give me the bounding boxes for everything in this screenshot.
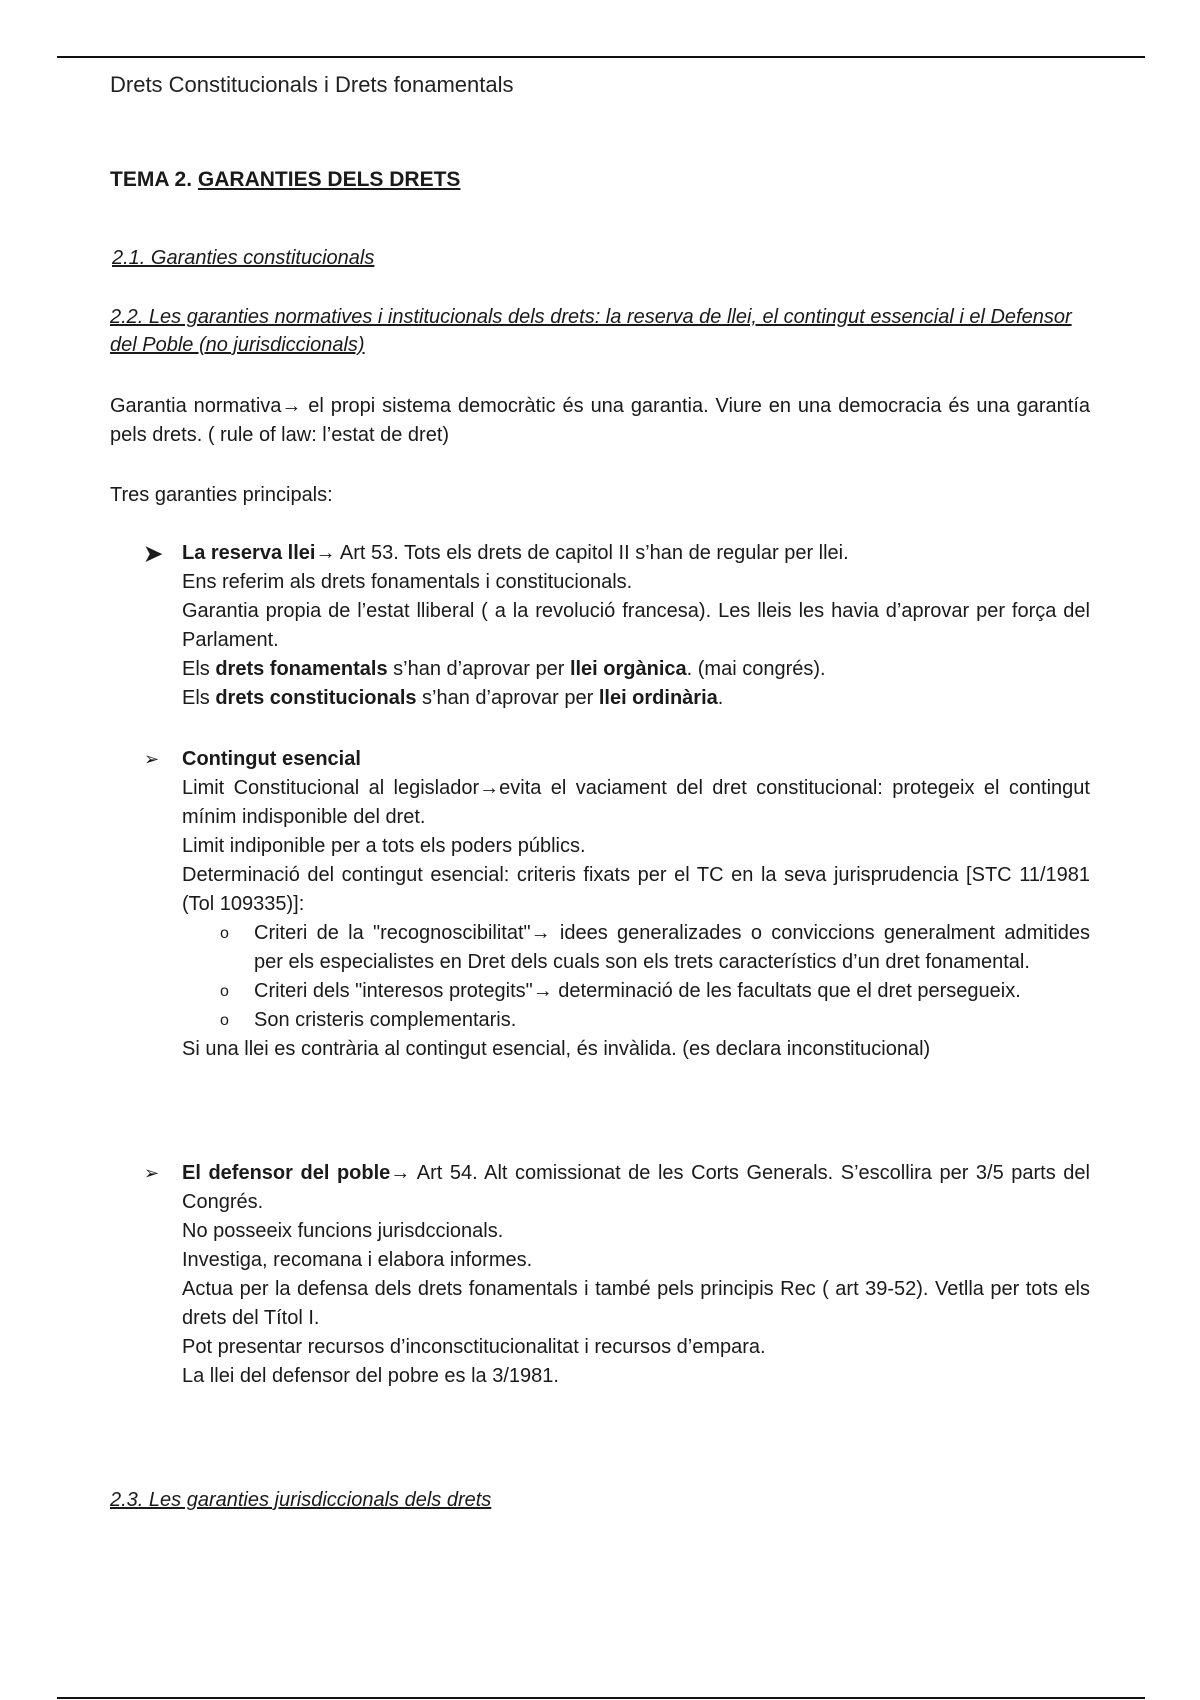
topic-main: GARANTIES DELS DRETS [197,168,461,191]
defensor-poble-block [144,1159,1090,1391]
section-2-3-heading: 2.3. Les garanties jurisdiccionals dels drets [110,1489,492,1511]
section-2-2-heading: 2.2. Les garanties normatives i institucionals dels drets: la reserva de llei, el contingut essencial i el Defensor del Poble (no jurisdiccionals) [110,306,1072,356]
contingut-esencial-block [144,745,1090,1064]
tres-garanties-text: Tres garanties principals: [110,484,333,506]
normativa-lead: Garantia normativa [110,395,282,417]
list-item [182,1006,1090,1035]
text: . (mai congrés). [686,658,826,680]
reserva-tail: Art 53. Tots els drets de capitol II s’han de regular per llei. [335,542,849,564]
reserva-llei-block [144,539,1090,713]
text: Els [182,658,216,680]
arrow-icon: → [532,980,553,1002]
text: evita el vaciament del dret constitucional: protegeix el contingut mínim indisponible del dret. [182,777,1090,828]
criteria-list [182,919,1090,1035]
reserva-line-3: Garantia propia de l’estat lliberal ( a la revolució francesa). Les lleis les havia d’aprovar per força del Parlament. [182,600,1090,651]
running-header: Drets Constitucionals i Drets fonamentals [110,72,514,97]
defensor-head: El defensor del poble [182,1162,391,1184]
normativa-paragraph [110,392,1090,450]
text: s’han d’aprovar per [387,658,570,680]
defensor-line-5: Pot presentar recursos d’inconsctitucionalitat i recursos d’empara. [182,1336,766,1358]
arrow-icon: → [530,922,551,944]
defensor-line-2: No posseeix funcions jurisdccionals. [182,1220,504,1242]
defensor-line-6: La llei del defensor del pobre es la 3/1981. [182,1365,559,1387]
arrow-icon: → [390,1162,411,1184]
contingut-line-3: Determinació del contingut esencial: criteris fixats per el TC en la seva jurisprudencia [STC 11/1981 (Tol 109335)]: [182,864,1090,915]
reserva-line-2: Ens referim als drets fonamentals i constitucionals. [182,571,633,593]
reserva-line-5 [182,684,1090,713]
top-rule [57,56,1145,58]
text: s’han d’aprovar per [416,687,599,709]
topic-prefix: TEMA 2. [110,168,198,191]
text: Art 54. Alt comissionat de les Corts Generals. S’escollira per 3/5 parts del Congrés. [182,1162,1090,1213]
contingut-line-1 [182,774,1090,832]
text: idees generalizades o conviccions generalment admitides per els especialistes en Dret dels cuals son els trets característics d’un dret fonamental. [254,922,1090,973]
reserva-line-1 [182,539,1090,568]
circle-bullet-icon: o [220,983,229,1000]
bottom-rule [57,1697,1145,1699]
circle-bullet-icon: o [220,925,229,942]
arrowhead-bullet-icon: ➤ [144,541,163,566]
reserva-line-4 [182,655,1090,684]
text: Criteri dels "interesos protegits" [254,980,533,1002]
circle-bullet-icon: o [220,1012,229,1029]
list-item [182,919,1090,977]
arrowhead-bullet-icon: ➢ [144,749,160,769]
text: . [717,687,724,709]
arrow-icon: → [281,395,302,417]
text: determinació de les facultats que el dret persegueix. [552,980,1021,1002]
bold-term: drets fonamentals [215,658,388,680]
defensor-line-1 [182,1159,1090,1217]
contingut-line-2: Limit indiponible per a tots els poders públics. [182,835,586,857]
topic-title [110,165,460,194]
normativa-text: el propi sistema democràtic és una garantia. Viure en una democracia és una garantía pels drets. ( rule of law: l’estat de dret) [110,395,1091,446]
reserva-head: La reserva llei [182,542,316,564]
text: Limit Constitucional al legislador [182,777,480,799]
bold-term: drets constitucionals [215,687,417,709]
text: Criteri de la "recognoscibilitat" [254,922,531,944]
text: Els [182,687,216,709]
text: Son cristeris complementaris. [254,1009,517,1031]
list-item [182,977,1090,1006]
arrow-icon: → [479,777,500,799]
arrow-icon: → [315,542,336,564]
arrowhead-bullet-icon: ➢ [144,1163,160,1183]
section-2-1-heading: 2.1. Garanties constitucionals [112,247,375,269]
bold-term: llei ordinària [598,687,718,709]
defensor-line-4: Actua per la defensa dels drets fonamentals i també pels principis Rec ( art 39-52). Vetlla per tots els drets del Títol I. [182,1278,1090,1329]
defensor-line-3: Investiga, recomana i elabora informes. [182,1249,533,1271]
contingut-head [182,745,1090,774]
contingut-head-text: Contingut esencial [182,748,361,770]
bold-term: llei orgànica [569,658,687,680]
contingut-line-4: Si una llei es contrària al contingut esencial, és invàlida. (es declara inconstitucional) [182,1038,931,1060]
